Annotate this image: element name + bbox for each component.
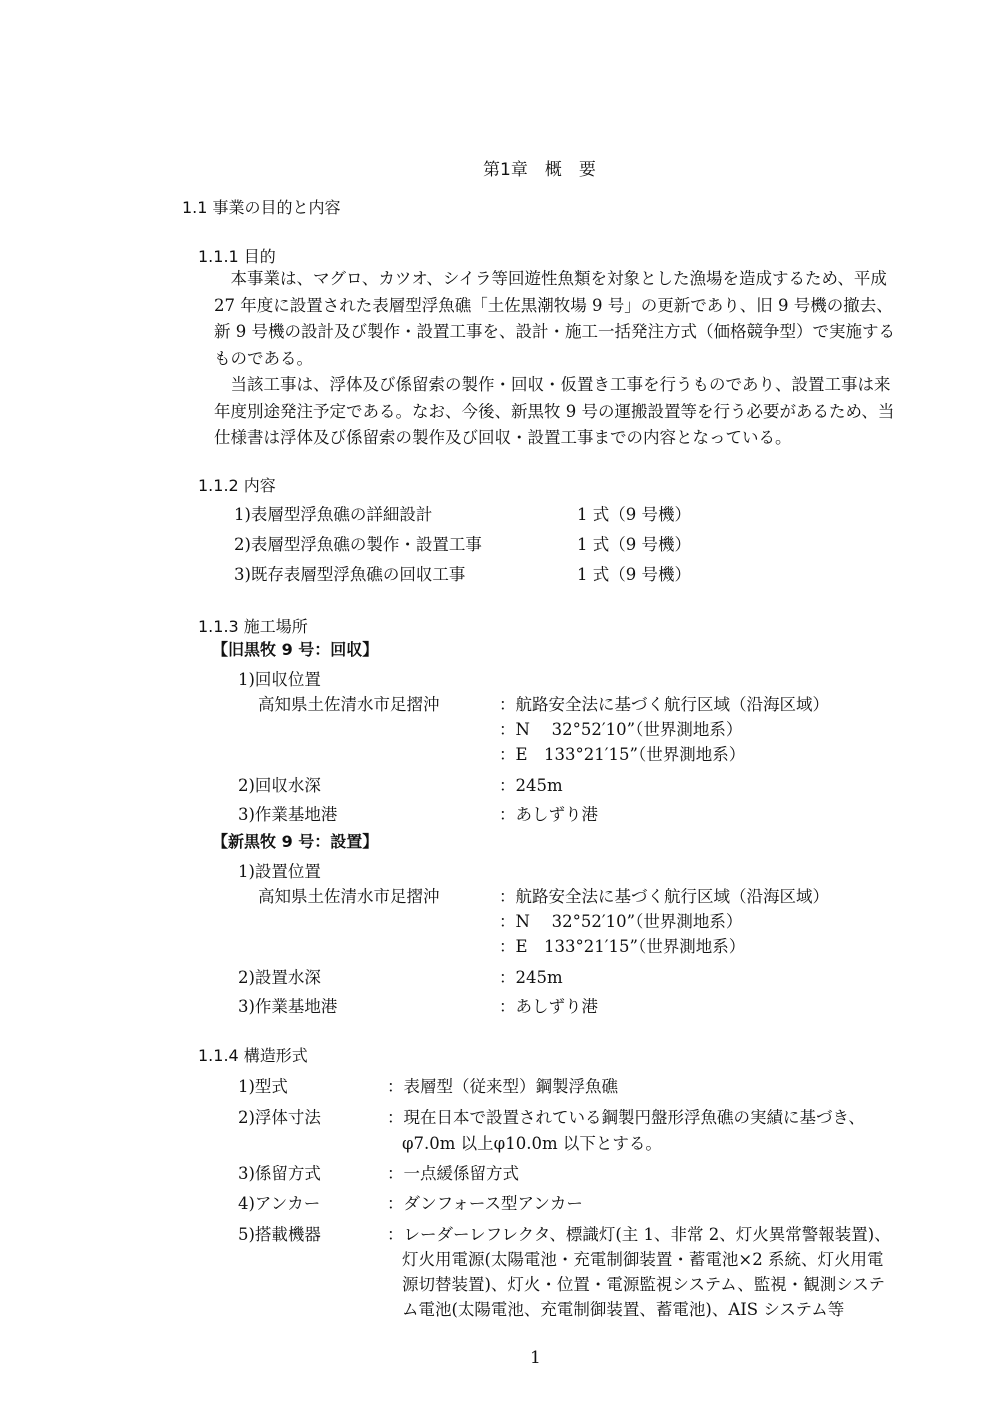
content-item-qty: 1 式（9 号機） — [577, 565, 691, 584]
structure-item-value: ：ダンフォース型アンカー — [387, 1194, 583, 1213]
navigation-area: ：航路安全法に基づく航行区域（沿海区域） — [499, 695, 829, 714]
structure-item-value: 源切替装置)、灯火・位置・電源監視システム、監視・観測システ — [402, 1275, 885, 1294]
latitude: ：N 32°52′10”（世界測地系） — [499, 720, 743, 739]
structure-item-value: ：レーダーレフレクタ、標識灯(主 1、非常 2、灯火異常警報装置)、 — [387, 1225, 891, 1244]
structure-item-value: ム電池(太陽電池、充電制御装置、蓄電池)、AIS システム等 — [402, 1300, 845, 1319]
longitude: ：E 133°21′15”（世界測地系） — [499, 937, 746, 956]
structure-item-value: ：一点緩係留方式 — [387, 1164, 519, 1183]
subsection-heading-1-1-1: 1.1.1 目的 — [198, 247, 276, 266]
content-item-qty: 1 式（9 号機） — [577, 505, 691, 524]
structure-item-label: 3)係留方式 — [238, 1164, 321, 1183]
depth-value: ：245m — [499, 776, 563, 795]
purpose-line: 年度別途発注予定である。なお、今後、新黒牧 9 号の運搬設置等を行う必要があるため、当 — [214, 402, 895, 421]
structure-item-value: ：表層型（従来型）鋼製浮魚礁 — [387, 1077, 618, 1096]
structure-item-label: 2)浮体寸法 — [238, 1108, 321, 1127]
longitude: ：E 133°21′15”（世界測地系） — [499, 745, 746, 764]
purpose-line: 本事業は、マグロ、カツオ、シイラ等回遊性魚類を対象とした漁場を造成するため、平成 — [214, 269, 887, 288]
depth-label: 2)回収水深 — [238, 776, 321, 795]
port-label: 3)作業基地港 — [238, 997, 338, 1016]
install-position-label: 1)設置位置 — [238, 862, 321, 881]
latitude: ：N 32°52′10”（世界測地系） — [499, 912, 743, 931]
content-item-label: 1)表層型浮魚礁の詳細設計 — [234, 505, 433, 524]
structure-item-label: 4)アンカー — [238, 1194, 321, 1213]
structure-item-value: φ7.0m 以上φ10.0m 以下とする。 — [402, 1134, 662, 1153]
content-item-label: 2)表層型浮魚礁の製作・設置工事 — [234, 535, 482, 554]
structure-item-label: 1)型式 — [238, 1077, 288, 1096]
recovery-position-label: 1)回収位置 — [238, 670, 321, 689]
subsection-heading-1-1-3: 1.1.3 施工場所 — [198, 617, 308, 636]
section-heading-1-1: 1.1 事業の目的と内容 — [182, 198, 341, 217]
depth-label: 2)設置水深 — [238, 968, 321, 987]
subsection-heading-1-1-4: 1.1.4 構造形式 — [198, 1046, 308, 1065]
purpose-line: 新 9 号機の設計及び製作・設置工事を、設計・施工一括発注方式（価格競争型）で実施する — [214, 322, 895, 341]
structure-item-label: 5)搭載機器 — [238, 1225, 321, 1244]
port-value: ：あしずり港 — [499, 805, 598, 824]
content-item-label: 3)既存表層型浮魚礁の回収工事 — [234, 565, 466, 584]
structure-item-value: ：現在日本で設置されている鋼製円盤形浮魚礁の実績に基づき、 — [387, 1108, 865, 1127]
chapter-title: 第1章 概 要 — [483, 160, 596, 180]
port-value: ：あしずり港 — [499, 997, 598, 1016]
purpose-line: 仕様書は浮体及び係留索の製作及び回収・設置工事までの内容となっている。 — [214, 428, 792, 447]
location-place: 高知県土佐清水市足摺沖 — [258, 695, 440, 714]
navigation-area: ：航路安全法に基づく航行区域（沿海区域） — [499, 887, 829, 906]
structure-item-value: 灯火用電源(太陽電池・充電制御装置・蓄電池×2 系統、灯火用電 — [402, 1250, 884, 1269]
depth-value: ：245m — [499, 968, 563, 987]
purpose-line: ものである。 — [214, 349, 313, 368]
content-item-qty: 1 式（9 号機） — [577, 535, 691, 554]
purpose-line: 当該工事は、浮体及び係留索の製作・回収・仮置き工事を行うものであり、設置工事は来 — [214, 375, 891, 394]
port-label: 3)作業基地港 — [238, 805, 338, 824]
new-buoy-title: 【新黒牧 9 号：設置】 — [212, 832, 379, 851]
old-buoy-title: 【旧黒牧 9 号：回収】 — [212, 640, 379, 659]
page-number: 1 — [530, 1348, 541, 1368]
subsection-heading-1-1-2: 1.1.2 内容 — [198, 476, 276, 495]
location-place: 高知県土佐清水市足摺沖 — [258, 887, 440, 906]
purpose-line: 27 年度に設置された表層型浮魚礁「土佐黒潮牧場 9 号」の更新であり、旧 9 号機の撤去、 — [214, 296, 893, 315]
